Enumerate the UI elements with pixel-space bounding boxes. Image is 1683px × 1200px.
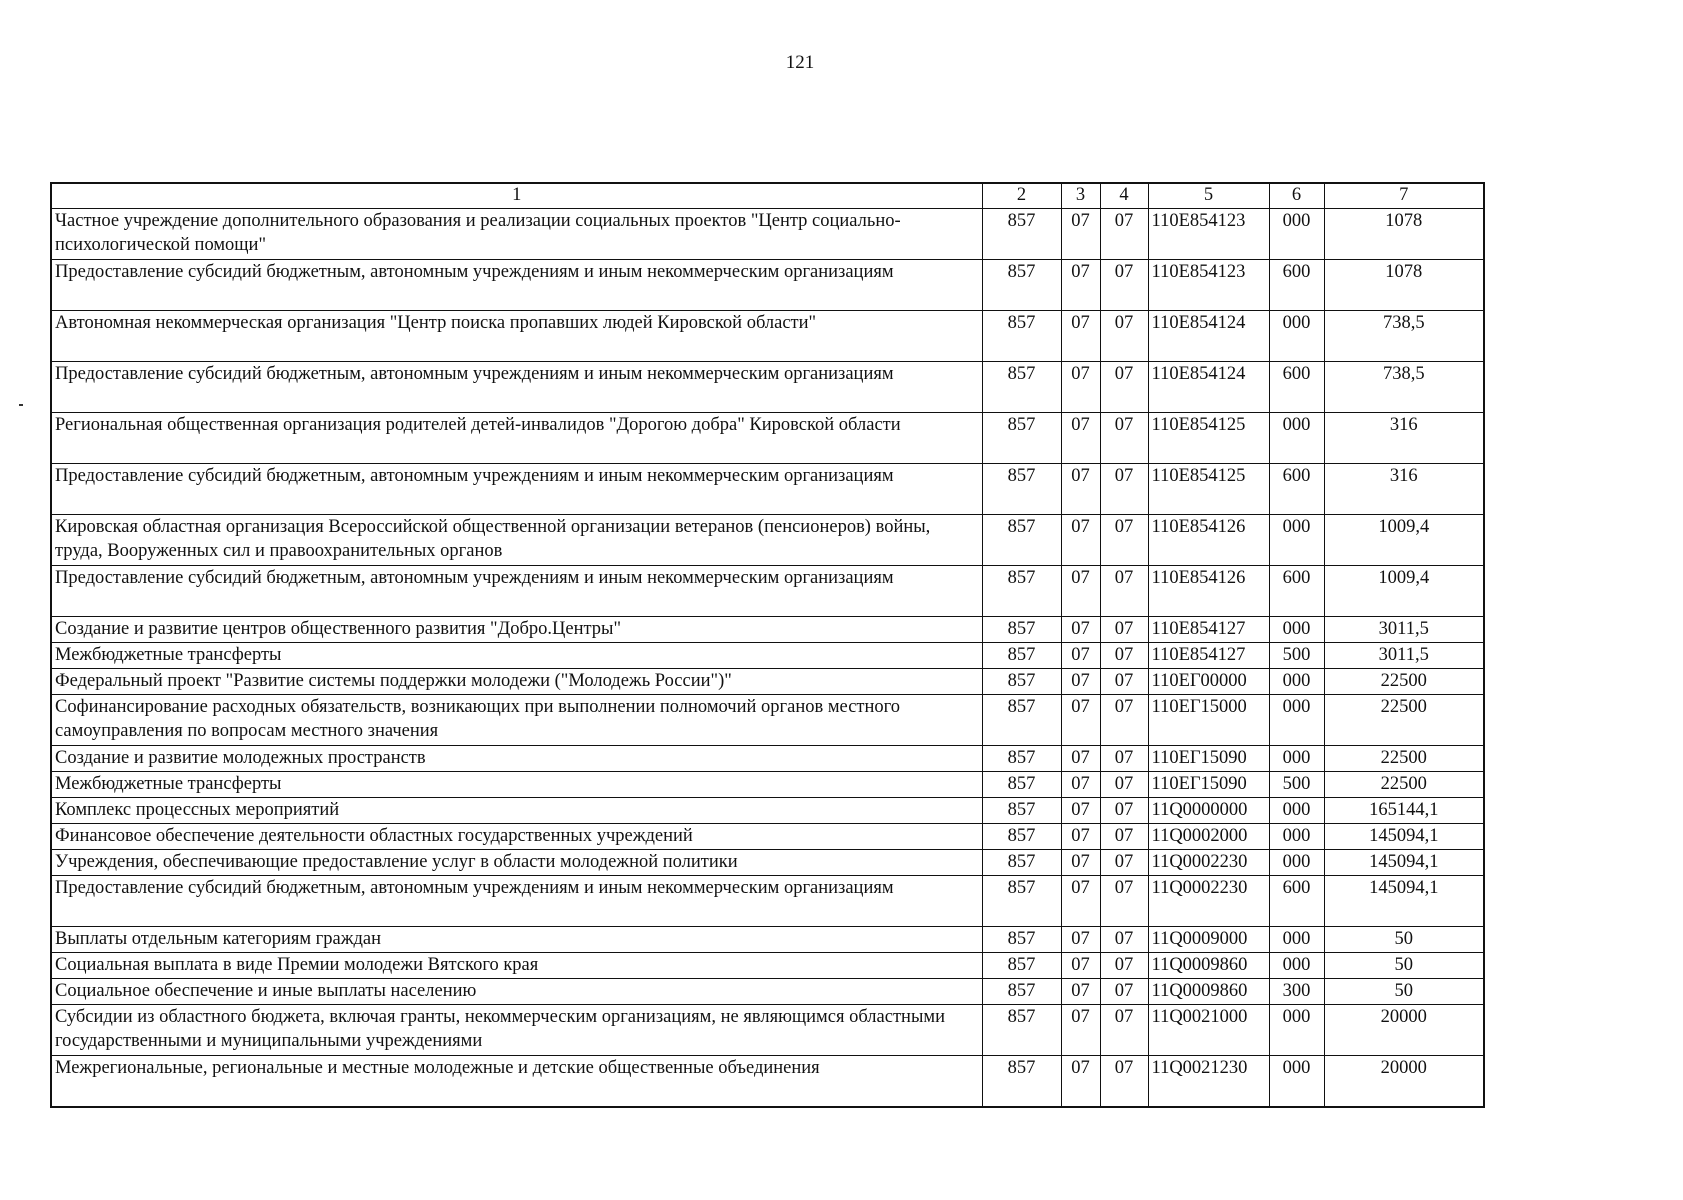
section-code-cell: 07 [1061,927,1100,953]
expense-type-cell: 000 [1269,1056,1324,1107]
expense-type-cell: 000 [1269,209,1324,260]
table-row [51,643,1484,669]
expense-type-cell: 500 [1269,772,1324,798]
ministry-code-cell: 857 [982,413,1061,464]
section-code-cell: 07 [1061,876,1100,927]
table-row [51,876,1484,927]
subsection-code-cell: 07 [1100,876,1148,927]
table-row [51,1056,1484,1107]
table-row [51,1005,1484,1056]
ministry-code-cell: 857 [982,515,1061,566]
expense-type-cell: 600 [1269,464,1324,515]
section-code-cell: 07 [1061,209,1100,260]
expense-type-cell: 000 [1269,746,1324,772]
expense-type-cell: 000 [1269,1005,1324,1056]
amount-cell: 1078 [1324,260,1484,311]
expense-type-cell: 600 [1269,876,1324,927]
header-cell: 4 [1100,183,1148,209]
expense-type-cell: 000 [1269,850,1324,876]
expense-name-cell: Социальное обеспечение и иные выплаты населению [51,979,982,1005]
scan-mark [19,404,23,406]
section-code-cell: 07 [1061,643,1100,669]
section-code-cell: 07 [1061,1056,1100,1107]
table-row [51,798,1484,824]
table-header [51,183,1484,209]
expense-type-cell: 000 [1269,798,1324,824]
table-row [51,824,1484,850]
section-code-cell: 07 [1061,669,1100,695]
ministry-code-cell: 857 [982,746,1061,772]
table-row [51,953,1484,979]
expense-name-cell: Предоставление субсидий бюджетным, автономным учреждениям и иным некоммерческим организациям [51,260,982,311]
amount-cell: 3011,5 [1324,617,1484,643]
section-code-cell: 07 [1061,824,1100,850]
subsection-code-cell: 07 [1100,927,1148,953]
table-row [51,515,1484,566]
amount-cell: 1009,4 [1324,566,1484,617]
section-code-cell: 07 [1061,798,1100,824]
header-cell: 1 [51,183,982,209]
section-code-cell: 07 [1061,695,1100,746]
expense-name-cell: Социальная выплата в виде Премии молодежи Вятского края [51,953,982,979]
table-row [51,746,1484,772]
subsection-code-cell: 07 [1100,798,1148,824]
expense-name-cell: Автономная некоммерческая организация "Центр поиска пропавших людей Кировской области" [51,311,982,362]
expense-name-cell: Учреждения, обеспечивающие предоставление услуг в области молодежной политики [51,850,982,876]
subsection-code-cell: 07 [1100,772,1148,798]
section-code-cell: 07 [1061,772,1100,798]
table-body [51,209,1484,1107]
ministry-code-cell: 857 [982,824,1061,850]
expense-name-cell: Предоставление субсидий бюджетным, автономным учреждениям и иным некоммерческим организациям [51,464,982,515]
subsection-code-cell: 07 [1100,464,1148,515]
expense-name-cell: Межрегиональные, региональные и местные молодежные и детские общественные объединения [51,1056,982,1107]
ministry-code-cell: 857 [982,1056,1061,1107]
ministry-code-cell: 857 [982,362,1061,413]
amount-cell: 145094,1 [1324,850,1484,876]
expense-type-cell: 600 [1269,362,1324,413]
expense-name-cell: Субсидии из областного бюджета, включая гранты, некоммерческим организациям, не являющимся областными государственными и муниципальными учреждениями [51,1005,982,1056]
ministry-code-cell: 857 [982,566,1061,617]
header-row [51,183,1484,209]
page-number: 121 [785,52,815,73]
target-article-cell: 11Q0021230 [1148,1056,1269,1107]
expense-name-cell: Федеральный проект "Развитие системы поддержки молодежи ("Молодежь России")" [51,669,982,695]
section-code-cell: 07 [1061,1005,1100,1056]
expense-name-cell: Создание и развитие центров общественного развития "Добро.Центры" [51,617,982,643]
expense-type-cell: 600 [1269,260,1324,311]
table-row [51,927,1484,953]
section-code-cell: 07 [1061,260,1100,311]
subsection-code-cell: 07 [1100,566,1148,617]
table-row [51,260,1484,311]
ministry-code-cell: 857 [982,209,1061,260]
target-article-cell: 110Е854127 [1148,643,1269,669]
section-code-cell: 07 [1061,979,1100,1005]
subsection-code-cell: 07 [1100,824,1148,850]
target-article-cell: 110Е854123 [1148,209,1269,260]
ministry-code-cell: 857 [982,617,1061,643]
table-row [51,772,1484,798]
subsection-code-cell: 07 [1100,362,1148,413]
expense-name-cell: Комплекс процессных мероприятий [51,798,982,824]
target-article-cell: 11Q0021000 [1148,1005,1269,1056]
header-cell: 5 [1148,183,1269,209]
ministry-code-cell: 857 [982,772,1061,798]
ministry-code-cell: 857 [982,669,1061,695]
table-row [51,695,1484,746]
subsection-code-cell: 07 [1100,669,1148,695]
amount-cell: 22500 [1324,695,1484,746]
subsection-code-cell: 07 [1100,260,1148,311]
target-article-cell: 110ЕГ15000 [1148,695,1269,746]
expense-name-cell: Частное учреждение дополнительного образования и реализации социальных проектов "Центр социально-психологической помощи" [51,209,982,260]
table-row [51,979,1484,1005]
subsection-code-cell: 07 [1100,1056,1148,1107]
expense-name-cell: Межбюджетные трансферты [51,772,982,798]
target-article-cell: 110Е854126 [1148,566,1269,617]
subsection-code-cell: 07 [1100,515,1148,566]
amount-cell: 738,5 [1324,311,1484,362]
target-article-cell: 11Q0009000 [1148,927,1269,953]
ministry-code-cell: 857 [982,464,1061,515]
ministry-code-cell: 857 [982,876,1061,927]
target-article-cell: 11Q0009860 [1148,979,1269,1005]
expense-type-cell: 000 [1269,695,1324,746]
target-article-cell: 110Е854127 [1148,617,1269,643]
section-code-cell: 07 [1061,953,1100,979]
amount-cell: 1078 [1324,209,1484,260]
header-cell: 6 [1269,183,1324,209]
subsection-code-cell: 07 [1100,746,1148,772]
table-row [51,566,1484,617]
subsection-code-cell: 07 [1100,643,1148,669]
section-code-cell: 07 [1061,746,1100,772]
expense-type-cell: 000 [1269,311,1324,362]
ministry-code-cell: 857 [982,260,1061,311]
section-code-cell: 07 [1061,413,1100,464]
ministry-code-cell: 857 [982,953,1061,979]
section-code-cell: 07 [1061,617,1100,643]
expense-name-cell: Предоставление субсидий бюджетным, автономным учреждениям и иным некоммерческим организациям [51,362,982,413]
table-row [51,311,1484,362]
table-row [51,617,1484,643]
expense-name-cell: Кировская областная организация Всероссийской общественной организации ветеранов (пенсионеров) войны, труда, Вооруженных сил и правоохранительных органов [51,515,982,566]
target-article-cell: 110ЕГ15090 [1148,746,1269,772]
expense-type-cell: 000 [1269,669,1324,695]
target-article-cell: 11Q0009860 [1148,953,1269,979]
ministry-code-cell: 857 [982,850,1061,876]
amount-cell: 20000 [1324,1005,1484,1056]
subsection-code-cell: 07 [1100,695,1148,746]
target-article-cell: 110Е854125 [1148,464,1269,515]
amount-cell: 145094,1 [1324,824,1484,850]
table-row [51,669,1484,695]
expense-type-cell: 000 [1269,824,1324,850]
target-article-cell: 11Q0002230 [1148,850,1269,876]
table-row [51,464,1484,515]
target-article-cell: 110Е854124 [1148,311,1269,362]
section-code-cell: 07 [1061,515,1100,566]
amount-cell: 22500 [1324,772,1484,798]
amount-cell: 316 [1324,464,1484,515]
expense-type-cell: 000 [1269,413,1324,464]
target-article-cell: 11Q0002000 [1148,824,1269,850]
subsection-code-cell: 07 [1100,311,1148,362]
amount-cell: 165144,1 [1324,798,1484,824]
amount-cell: 316 [1324,413,1484,464]
expense-name-cell: Региональная общественная организация родителей детей-инвалидов "Дорогою добра" Кировской области [51,413,982,464]
expense-name-cell: Финансовое обеспечение деятельности областных государственных учреждений [51,824,982,850]
ministry-code-cell: 857 [982,311,1061,362]
subsection-code-cell: 07 [1100,850,1148,876]
section-code-cell: 07 [1061,464,1100,515]
expense-type-cell: 600 [1269,566,1324,617]
expense-name-cell: Выплаты отдельным категориям граждан [51,927,982,953]
target-article-cell: 110Е854126 [1148,515,1269,566]
target-article-cell: 11Q0000000 [1148,798,1269,824]
ministry-code-cell: 857 [982,643,1061,669]
expense-name-cell: Межбюджетные трансферты [51,643,982,669]
section-code-cell: 07 [1061,850,1100,876]
table-row [51,850,1484,876]
ministry-code-cell: 857 [982,979,1061,1005]
amount-cell: 1009,4 [1324,515,1484,566]
subsection-code-cell: 07 [1100,979,1148,1005]
target-article-cell: 110ЕГ00000 [1148,669,1269,695]
subsection-code-cell: 07 [1100,617,1148,643]
ministry-code-cell: 857 [982,927,1061,953]
ministry-code-cell: 857 [982,1005,1061,1056]
section-code-cell: 07 [1061,566,1100,617]
expense-type-cell: 000 [1269,515,1324,566]
amount-cell: 22500 [1324,746,1484,772]
amount-cell: 145094,1 [1324,876,1484,927]
section-code-cell: 07 [1061,311,1100,362]
expense-name-cell: Предоставление субсидий бюджетным, автономным учреждениям и иным некоммерческим организациям [51,876,982,927]
amount-cell: 50 [1324,953,1484,979]
amount-cell: 738,5 [1324,362,1484,413]
section-code-cell: 07 [1061,362,1100,413]
amount-cell: 50 [1324,979,1484,1005]
ministry-code-cell: 857 [982,695,1061,746]
expense-name-cell: Создание и развитие молодежных пространств [51,746,982,772]
subsection-code-cell: 07 [1100,953,1148,979]
amount-cell: 22500 [1324,669,1484,695]
target-article-cell: 110Е854125 [1148,413,1269,464]
expense-type-cell: 000 [1269,927,1324,953]
table-row [51,209,1484,260]
header-cell: 7 [1324,183,1484,209]
table-row [51,362,1484,413]
amount-cell: 3011,5 [1324,643,1484,669]
subsection-code-cell: 07 [1100,413,1148,464]
subsection-code-cell: 07 [1100,1005,1148,1056]
subsection-code-cell: 07 [1100,209,1148,260]
header-cell: 3 [1061,183,1100,209]
table-row [51,413,1484,464]
ministry-code-cell: 857 [982,798,1061,824]
expense-name-cell: Софинансирование расходных обязательств, возникающих при выполнении полномочий органов местного самоуправления по вопросам местного значения [51,695,982,746]
amount-cell: 20000 [1324,1056,1484,1107]
target-article-cell: 110Е854123 [1148,260,1269,311]
expense-type-cell: 500 [1269,643,1324,669]
expense-type-cell: 300 [1269,979,1324,1005]
expense-name-cell: Предоставление субсидий бюджетным, автономным учреждениям и иным некоммерческим организациям [51,566,982,617]
target-article-cell: 110ЕГ15090 [1148,772,1269,798]
expense-type-cell: 000 [1269,953,1324,979]
expense-type-cell: 000 [1269,617,1324,643]
header-cell: 2 [982,183,1061,209]
amount-cell: 50 [1324,927,1484,953]
target-article-cell: 11Q0002230 [1148,876,1269,927]
target-article-cell: 110Е854124 [1148,362,1269,413]
budget-table [50,182,1485,1108]
